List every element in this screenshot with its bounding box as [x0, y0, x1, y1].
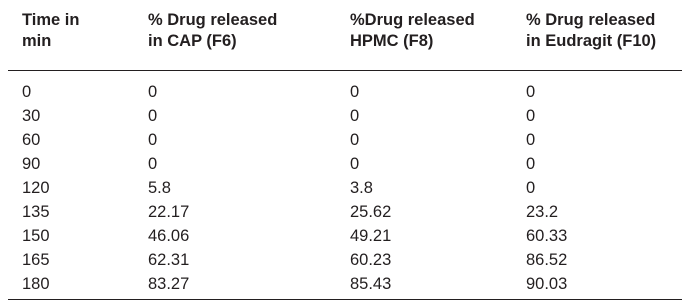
- header-row: [8, 0, 682, 71]
- cell-eudragit-f10: 0: [526, 131, 536, 149]
- cell-cap-f6: 83.27: [134, 272, 336, 300]
- cell-hpmc-f8: 3.8: [350, 179, 373, 197]
- cell-time: 150: [22, 227, 50, 245]
- cell-eudragit-f10: 90.03: [512, 272, 682, 300]
- cell-cap-f6: 0: [148, 107, 158, 125]
- cell-eudragit-f10: 0: [526, 155, 536, 173]
- cell-eudragit-f10: 60.33: [526, 227, 568, 245]
- table-body: [8, 71, 682, 300]
- cell-eudragit-f10: 0: [526, 179, 536, 197]
- cell-hpmc-f8: 49.21: [350, 227, 392, 245]
- cell-time: 165: [22, 251, 50, 269]
- cell-time: 60: [22, 131, 41, 149]
- table-row: [8, 200, 682, 224]
- cell-hpmc-f8: 0: [350, 155, 360, 173]
- cell-time: 120: [22, 179, 50, 197]
- table-row: [8, 104, 682, 128]
- cell-cap-f6: 22.17: [148, 203, 190, 221]
- cell-time: 0: [22, 83, 32, 101]
- cell-cap-f6: 0: [148, 155, 158, 173]
- header-cap-f6: % Drug released in CAP (F6): [134, 0, 336, 71]
- cell-time: 180: [8, 272, 134, 300]
- cell-cap-f6: 46.06: [148, 227, 190, 245]
- cell-cap-f6: 62.31: [148, 251, 190, 269]
- table-row: [8, 152, 682, 176]
- cell-time: 90: [22, 155, 41, 173]
- cell-hpmc-f8: 60.23: [350, 251, 392, 269]
- cell-cap-f6: 0: [148, 83, 158, 101]
- table-row: [8, 272, 682, 300]
- cell-cap-f6: 0: [148, 131, 158, 149]
- table-row: [8, 176, 682, 200]
- cell-eudragit-f10: 23.2: [526, 203, 559, 221]
- cell-cap-f6: 5.8: [148, 179, 171, 197]
- cell-hpmc-f8: 0: [350, 107, 360, 125]
- table-row: [8, 128, 682, 152]
- cell-time: 30: [22, 107, 41, 125]
- cell-eudragit-f10: 0: [526, 83, 536, 101]
- cell-hpmc-f8: 0: [350, 131, 360, 149]
- cell-time: 135: [22, 203, 50, 221]
- header-time: Time in min: [8, 0, 134, 71]
- cell-hpmc-f8: 85.43: [336, 272, 512, 300]
- cell-hpmc-f8: 25.62: [350, 203, 392, 221]
- cell-eudragit-f10: 0: [526, 107, 536, 125]
- header-eudragit-f10: % Drug released in Eudragit (F10): [512, 0, 682, 71]
- cell-eudragit-f10: 86.52: [526, 251, 568, 269]
- table-header: [8, 0, 682, 71]
- header-hpmc-f8: %Drug released HPMC (F8): [336, 0, 512, 71]
- table-row: [8, 71, 682, 105]
- drug-release-table: [8, 0, 682, 300]
- table-row: [8, 248, 682, 272]
- table-row: [8, 224, 682, 248]
- cell-hpmc-f8: 0: [350, 83, 360, 101]
